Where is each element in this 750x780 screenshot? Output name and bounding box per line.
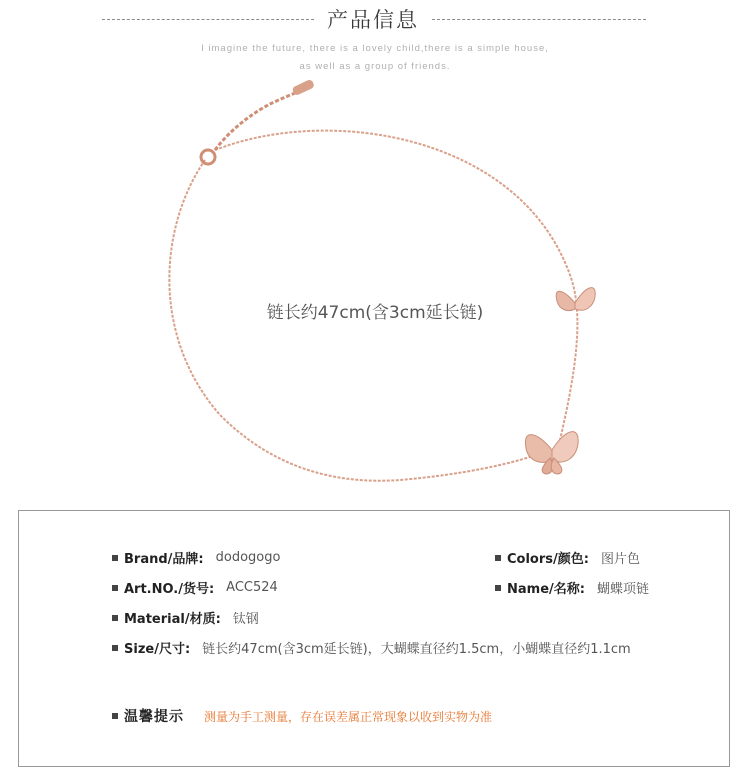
clasp-ring xyxy=(201,150,215,164)
spec-art-no-value: ACC524 xyxy=(226,580,278,595)
spec-brand xyxy=(112,548,280,567)
bullet-icon xyxy=(112,555,118,561)
big-butterfly xyxy=(525,432,578,474)
spec-colors-key: Colors/颜色: xyxy=(507,552,589,567)
extension-tag xyxy=(291,79,315,96)
header-divider-right xyxy=(432,19,646,20)
warm-tip-value: 测量为手工测量，存在误差属正常现象以收到实物为准 xyxy=(204,709,493,724)
spec-name xyxy=(495,578,649,597)
section-header xyxy=(0,0,750,40)
spec-size xyxy=(112,638,631,657)
bullet-icon xyxy=(112,645,118,651)
spec-brand-key: Brand/品牌: xyxy=(124,552,204,567)
tagline-line-2: as well as a group of friends. xyxy=(299,61,451,72)
necklace-photo xyxy=(0,75,750,505)
spec-name-key: Name/名称: xyxy=(507,582,585,597)
page-title: 产品信息 xyxy=(327,8,419,32)
spec-material-value: 钛钢 xyxy=(232,612,259,627)
bullet-icon xyxy=(112,615,118,621)
spec-name-value: 蝴蝶项链 xyxy=(596,582,649,597)
header-divider-left xyxy=(102,19,314,20)
warm-tip xyxy=(112,706,492,726)
spec-colors-value: 图片色 xyxy=(600,552,640,567)
spec-material-key: Material/材质: xyxy=(124,612,221,627)
warm-tip-key: 温馨提示 xyxy=(124,709,184,725)
spec-colors xyxy=(495,548,640,567)
bullet-icon xyxy=(495,585,501,591)
necklace-chain-right xyxy=(215,131,577,440)
spec-material xyxy=(112,608,259,627)
spec-brand-value: dodogogo xyxy=(215,550,281,565)
bullet-icon xyxy=(112,585,118,591)
bullet-icon xyxy=(495,555,501,561)
bullet-icon xyxy=(112,713,118,719)
spec-art-no xyxy=(112,578,278,597)
spec-art-no-key: Art.NO./货号: xyxy=(124,582,215,597)
spec-size-value: 链长约47cm(含3cm延长链)，大蝴蝶直径约1.5cm，小蝴蝶直径约1.1cm xyxy=(202,642,631,657)
extension-chain xyxy=(215,89,305,150)
spec-size-key: Size/尺寸: xyxy=(124,642,191,657)
tagline-line-1: I imagine the future, there is a lovely child,there is a simple house, xyxy=(201,43,549,54)
chain-length-label: 链长约47cm(含3cm延长链) xyxy=(266,303,484,323)
